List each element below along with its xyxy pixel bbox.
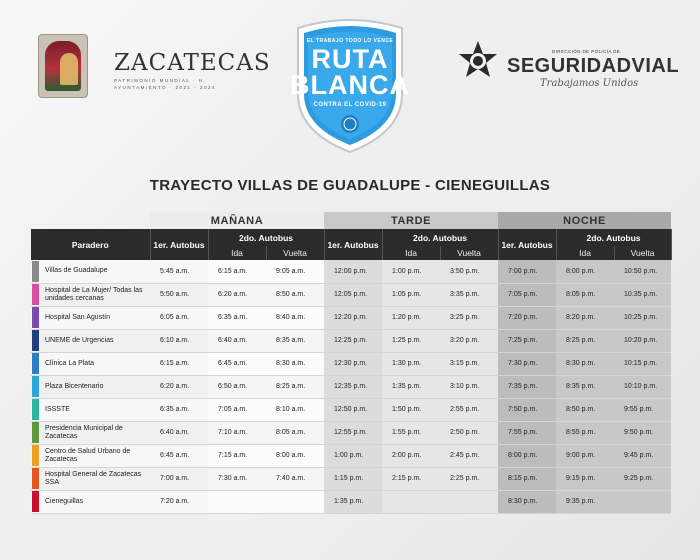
time-cell: 6:40 a.m. [208,329,266,352]
stop-name: Hospital de La Mujer/ Todas las unidades cercanas [39,283,150,306]
time-cell: 7:20 a.m. [150,490,208,513]
table-row [31,260,671,283]
paradero-header: Paradero [31,229,150,260]
time-cell: 8:20 p.m. [556,306,614,329]
time-cell [440,490,498,513]
time-cell: 7:20 p.m. [498,306,556,329]
time-cell: 1:25 p.m. [382,329,440,352]
color-swatch [32,422,39,443]
time-cell: 1:00 p.m. [324,444,382,467]
time-cell: 3:10 p.m. [440,375,498,398]
time-cell: 7:15 a.m. [208,444,266,467]
time-cell: 9:35 p.m. [556,490,614,513]
time-cell: 10:35 p.m. [614,283,671,306]
time-cell: 12:30 p.m. [324,352,382,375]
vuelta-header: Vuelta [440,246,498,260]
time-cell: 1:35 p.m. [382,375,440,398]
stop-name: Centro de Salud Urbano de Zacatecas [39,444,150,467]
ruta-blanca-badge [288,14,412,154]
time-cell: 8:10 a.m. [266,398,324,421]
stop-color-marker [31,329,39,352]
time-cell: 7:00 p.m. [498,260,556,283]
time-cell: 12:05 p.m. [324,283,382,306]
stop-name: Hospital General de Zacatecas SSA [39,467,150,490]
time-cell [208,490,266,513]
time-cell: 8:55 p.m. [556,421,614,444]
schedule-table [31,212,672,514]
time-cell: 3:25 p.m. [440,306,498,329]
time-cell: 12:00 p.m. [324,260,382,283]
badge-ruta: RUTA [311,44,389,74]
time-cell: 9:25 p.m. [614,467,671,490]
time-cell: 6:15 a.m. [150,352,208,375]
header [0,0,700,160]
first-bus-header-noche: 1er. Autobus [498,229,556,260]
time-cell: 10:25 p.m. [614,306,671,329]
time-cell: 2:00 p.m. [382,444,440,467]
time-cell: 8:05 a.m. [266,421,324,444]
time-cell: 7:30 p.m. [498,352,556,375]
time-cell: 9:15 p.m. [556,467,614,490]
time-cell: 7:10 a.m. [208,421,266,444]
first-bus-header-manana: 1er. Autobus [150,229,208,260]
time-cell: 8:30 p.m. [498,490,556,513]
time-cell: 8:30 p.m. [556,352,614,375]
color-swatch [32,307,39,328]
period-tarde: TARDE [324,212,498,229]
stop-color-marker [31,490,39,513]
stop-name: Presidencia Municipal de Zacatecas [39,421,150,444]
vuelta-header: Vuelta [614,246,671,260]
stop-color-marker [31,306,39,329]
time-cell: 8:05 p.m. [556,283,614,306]
time-cell [614,490,671,513]
time-cell: 8:35 a.m. [266,329,324,352]
time-cell: 6:20 a.m. [150,375,208,398]
time-cell: 2:50 p.m. [440,421,498,444]
stop-color-marker [31,444,39,467]
time-cell: 9:45 p.m. [614,444,671,467]
ida-header: Ida [556,246,614,260]
time-cell: 10:50 p.m. [614,260,671,283]
stop-name: Hospital San Agustín [39,306,150,329]
time-cell: 12:35 p.m. [324,375,382,398]
time-cell: 8:00 p.m. [556,260,614,283]
zacatecas-crest-logo [38,34,88,98]
time-cell: 3:20 p.m. [440,329,498,352]
time-cell: 9:05 a.m. [266,260,324,283]
time-cell: 6:40 a.m. [150,421,208,444]
second-bus-header-manana: 2do. Autobus [208,229,324,246]
time-cell: 7:05 p.m. [498,283,556,306]
time-cell: 6:05 a.m. [150,306,208,329]
time-cell [382,490,440,513]
stop-color-marker [31,260,39,283]
color-swatch [32,445,39,466]
time-cell: 3:35 p.m. [440,283,498,306]
time-cell: 3:50 p.m. [440,260,498,283]
time-cell: 10:15 p.m. [614,352,671,375]
color-swatch [32,353,39,374]
time-cell: 6:35 a.m. [208,306,266,329]
time-cell: 6:15 a.m. [208,260,266,283]
time-cell: 6:50 a.m. [208,375,266,398]
stop-color-marker [31,375,39,398]
stop-name: Cieneguillas [39,490,150,513]
time-cell: 1:50 p.m. [382,398,440,421]
stop-color-marker [31,398,39,421]
schedule-body [31,260,671,513]
police-star-icon [457,40,499,84]
time-cell: 8:15 p.m. [498,467,556,490]
table-row [31,398,671,421]
time-cell: 12:25 p.m. [324,329,382,352]
time-cell: 8:50 a.m. [266,283,324,306]
time-cell: 9:50 p.m. [614,421,671,444]
color-swatch [32,376,39,397]
table-row [31,444,671,467]
time-cell: 6:10 a.m. [150,329,208,352]
time-cell: 7:40 a.m. [266,467,324,490]
time-cell: 7:35 p.m. [498,375,556,398]
time-cell: 1:15 p.m. [324,467,382,490]
time-cell: 8:35 p.m. [556,375,614,398]
page-title: TRAYECTO VILLAS DE GUADALUPE - CIENEGUILLAS [149,177,551,194]
ida-header: Ida [382,246,440,260]
color-swatch [32,399,39,420]
time-cell: 9:55 p.m. [614,398,671,421]
time-cell: 1:20 p.m. [382,306,440,329]
seguridad-vial-direction: DIRECCIÓN DE POLICÍA DE [552,49,621,54]
zacatecas-title: ZACATECAS [114,50,271,76]
color-swatch [32,468,39,489]
time-cell: 10:20 p.m. [614,329,671,352]
time-cell: 8:40 a.m. [266,306,324,329]
time-cell: 2:25 p.m. [440,467,498,490]
time-cell: 7:00 a.m. [150,467,208,490]
stop-name: Villas de Guadalupe [39,260,150,283]
time-cell: 6:35 a.m. [150,398,208,421]
time-cell: 8:50 p.m. [556,398,614,421]
time-cell: 10:10 p.m. [614,375,671,398]
table-row [31,352,671,375]
table-row [31,283,671,306]
time-cell: 2:45 p.m. [440,444,498,467]
stop-name: Clínica La Plata [39,352,150,375]
time-cell: 5:50 a.m. [150,283,208,306]
time-cell: 7:05 a.m. [208,398,266,421]
time-cell: 6:20 a.m. [208,283,266,306]
second-bus-header-tarde: 2do. Autobus [382,229,498,246]
table-row [31,306,671,329]
table-row [31,421,671,444]
first-bus-header-tarde: 1er. Autobus [324,229,382,260]
table-row [31,490,671,513]
stop-color-marker [31,352,39,375]
time-cell: 2:55 p.m. [440,398,498,421]
time-cell: 12:20 p.m. [324,306,382,329]
stop-color-marker [31,467,39,490]
table-row [31,329,671,352]
time-cell: 8:00 p.m. [498,444,556,467]
badge-motto: EL TRABAJO TODO LO VENCE [306,38,394,44]
time-cell: 7:30 a.m. [208,467,266,490]
time-cell [266,490,324,513]
second-bus-header-noche: 2do. Autobus [556,229,671,246]
stop-name: ISSSTE [39,398,150,421]
color-swatch [32,491,39,512]
stop-name: Plaza Bicentenario [39,375,150,398]
time-cell: 2:15 p.m. [382,467,440,490]
seguridad-vial-title: SEGURIDADVIAL [507,55,680,77]
time-cell: 1:30 p.m. [382,352,440,375]
stop-color-marker [31,421,39,444]
header-row-1 [31,229,671,246]
badge-blanca: BLANCA [290,70,410,100]
stop-name: UNEME de Urgencias [39,329,150,352]
table-row [31,467,671,490]
time-cell: 1:35 p.m. [324,490,382,513]
time-cell: 8:25 a.m. [266,375,324,398]
color-swatch [32,261,39,282]
time-cell: 1:00 p.m. [382,260,440,283]
time-cell: 3:15 p.m. [440,352,498,375]
vuelta-header: Vuelta [266,246,324,260]
period-manana: MAÑANA [150,212,324,229]
color-swatch [32,330,39,351]
time-cell: 1:55 p.m. [382,421,440,444]
time-cell: 12:55 p.m. [324,421,382,444]
time-cell: 6:45 a.m. [208,352,266,375]
seguridad-vial-tagline: Trabajamos Unidos [540,78,639,89]
period-row [31,212,671,229]
time-cell: 6:45 a.m. [150,444,208,467]
period-noche: NOCHE [498,212,671,229]
badge-covid: CONTRA EL COVID-19 [313,102,387,108]
time-cell: 8:00 a.m. [266,444,324,467]
stop-color-marker [31,283,39,306]
time-cell: 8:25 p.m. [556,329,614,352]
time-cell: 7:25 p.m. [498,329,556,352]
time-cell: 12:50 p.m. [324,398,382,421]
ida-header: Ida [208,246,266,260]
time-cell: 7:55 p.m. [498,421,556,444]
time-cell: 1:05 p.m. [382,283,440,306]
time-cell: 5:45 a.m. [150,260,208,283]
time-cell: 7:50 p.m. [498,398,556,421]
zacatecas-subtitle: PATRIMONIO MUNDIAL · H. AYUNTAMIENTO · 2021 - 2024 [114,78,217,90]
table-row [31,375,671,398]
color-swatch [32,284,39,305]
time-cell: 8:30 a.m. [266,352,324,375]
time-cell: 9:00 p.m. [556,444,614,467]
